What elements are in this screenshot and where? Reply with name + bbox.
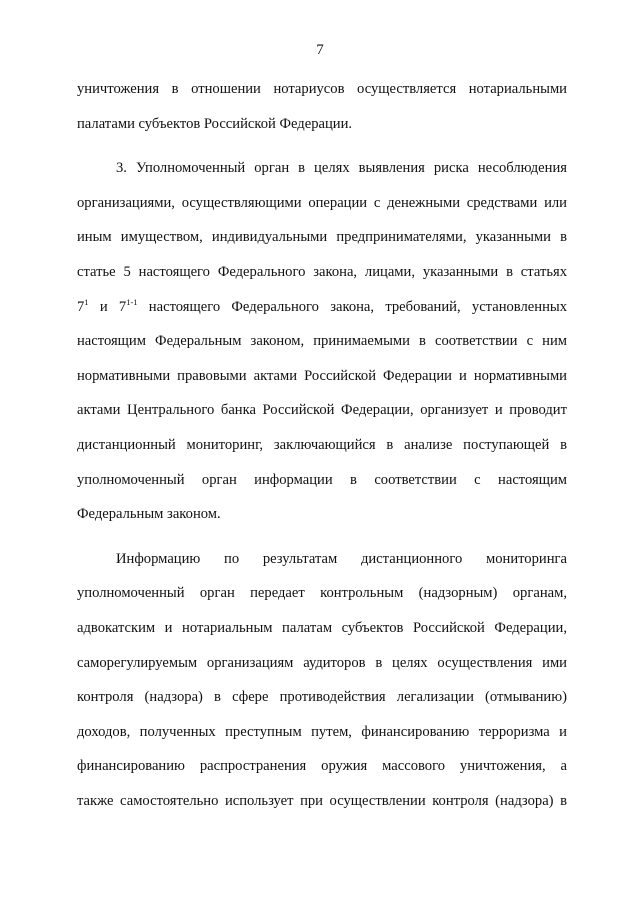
text-line: адвокатским и нотариальным палатам субъектов Российской Федерации,: [77, 619, 567, 636]
text-line-with-superscripts: [77, 290, 567, 325]
text-line: палатами субъектов Российской Федерации.: [77, 115, 353, 132]
article-ref: 7: [77, 298, 85, 315]
document-body: [77, 72, 567, 818]
text-segment: настоящего Федерального закона, требований, установленных: [137, 298, 567, 315]
text-line: статье 5 настоящего Федерального закона, лицами, указанными в статьях: [77, 263, 567, 280]
text-line: саморегулируемым организациям аудиторов в целях осуществления ими: [77, 654, 567, 671]
text-line: нормативными правовыми актами Российской Федерации и нормативными: [77, 367, 567, 384]
text-line: актами Центрального банка Российской Федерации, организует и проводит: [77, 402, 567, 419]
paragraph-3: [77, 542, 567, 819]
text-line: доходов, полученных преступным путем, финансированию терроризма и: [77, 723, 567, 740]
text-line: финансированию распространения оружия массового уничтожения, а: [77, 758, 567, 775]
text-line: Информацию по результатам дистанционного мониторинга: [116, 550, 567, 567]
text-line: уполномоченный орган информации в соответствии с настоящим: [77, 471, 567, 488]
text-line: настоящим Федеральным законом, принимаемыми в соответствии с ним: [77, 333, 567, 350]
text-line: уполномоченный орган передает контрольным (надзорным) органам,: [77, 585, 567, 602]
article-ref: и 7: [88, 298, 127, 315]
paragraph-2: [77, 151, 567, 532]
text-line: также самостоятельно использует при осуществлении контроля (надзора) в: [77, 792, 567, 809]
paragraph-1: [77, 72, 567, 141]
text-line: 3. Уполномоченный орган в целях выявления риска несоблюдения: [116, 160, 567, 177]
superscript: 1-1: [126, 296, 138, 307]
superscript: 1: [84, 296, 89, 307]
text-line: дистанционный мониторинг, заключающийся в анализе поступающей в: [77, 436, 567, 453]
text-line: организациями, осуществляющими операции с денежными средствами или: [77, 194, 567, 211]
text-line: уничтожения в отношении нотариусов осуществляется нотариальными: [77, 81, 567, 97]
text-line: контроля (надзора) в сфере противодействия легализации (отмыванию): [77, 689, 567, 706]
page-number: 7: [316, 42, 324, 58]
text-line: Федеральным законом.: [77, 506, 221, 523]
text-line: иным имуществом, индивидуальными предпринимателями, указанными в: [77, 229, 567, 246]
